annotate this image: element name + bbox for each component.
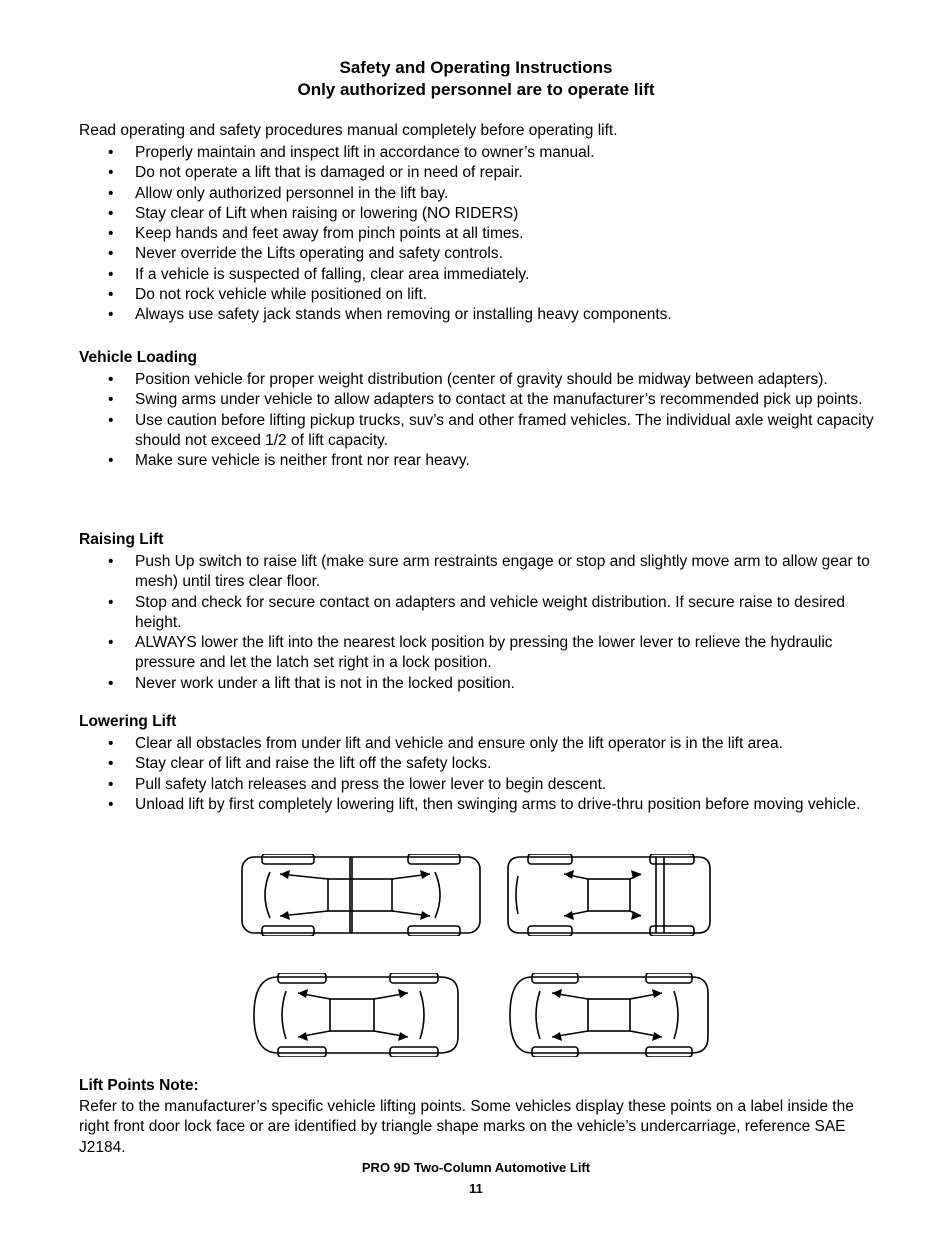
list-item: • If a vehicle is suspected of falling, clear area immediately. — [0, 265, 952, 285]
section-heading-raising-lift: Raising Lift — [79, 531, 164, 548]
list-item: • Do not rock vehicle while positioned on lift. — [0, 285, 952, 305]
raising-lift-list — [0, 552, 952, 694]
list-item: • Swing arms under vehicle to allow adapters to contact at the manufacturer’s recommended pick up points. — [0, 390, 952, 410]
vehicle-diagram-pickup — [240, 854, 482, 936]
section-heading-lift-points-note: Lift Points Note: — [79, 1077, 199, 1094]
lowering-lift-list — [0, 734, 952, 815]
list-item: • Push Up switch to raise lift (make sure arm restraints engage or stop and slightly move arm to allow gear to mesh) until tires clear floor. — [0, 552, 952, 593]
vehicle-diagram-compact — [506, 973, 712, 1057]
section-heading-lowering-lift: Lowering Lift — [79, 713, 177, 730]
list-item: • Do not operate a lift that is damaged or in need of repair. — [0, 163, 952, 183]
list-item: • Properly maintain and inspect lift in accordance to owner’s manual. — [0, 143, 952, 163]
list-item: • Unload lift by first completely lowering lift, then swinging arms to drive-thru position before moving vehicle. — [0, 795, 952, 815]
lift-points-note-text: Refer to the manufacturer’s specific vehicle lifting points. Some vehicles display these points on a label inside the right front door lock face or are identified by triangle shape marks on the vehicle’s undercarriage, reference SAE J2184. — [79, 1098, 854, 1156]
list-item: • Make sure vehicle is neither front nor rear heavy. — [0, 451, 952, 471]
list-item: • Position vehicle for proper weight distribution (center of gravity should be midway between adapters). — [0, 370, 952, 390]
list-item: • Never work under a lift that is not in the locked position. — [0, 674, 952, 694]
footer-product-name: PRO 9D Two-Column Automotive Lift — [361, 1160, 591, 1175]
list-item: • Stay clear of Lift when raising or lowering (NO RIDERS) — [0, 204, 952, 224]
list-item: • ALWAYS lower the lift into the nearest lock position by pressing the lower lever to relieve the hydraulic pressure and let the latch set right in a lock position. — [0, 633, 952, 674]
list-item: • Stay clear of lift and raise the lift off the safety locks. — [0, 754, 952, 774]
page-number: 11 — [469, 1181, 483, 1196]
vehicle-diagram-van — [506, 854, 712, 936]
list-item: • Use caution before lifting pickup trucks, suv’s and other framed vehicles. The individual axle weight capacity should not exceed 1/2 of lift capacity. — [0, 411, 952, 452]
general-safety-list — [0, 143, 952, 326]
page-title: Safety and Operating Instructions — [339, 58, 613, 77]
vehicle-loading-list — [0, 370, 952, 471]
list-item: • Stop and check for secure contact on adapters and vehicle weight distribution. If secure raise to desired height. — [0, 593, 952, 634]
list-item: • Keep hands and feet away from pinch points at all times. — [0, 224, 952, 244]
list-item: • Never override the Lifts operating and safety controls. — [0, 244, 952, 264]
section-heading-vehicle-loading: Vehicle Loading — [79, 349, 197, 366]
list-item: • Pull safety latch releases and press the lower lever to begin descent. — [0, 775, 952, 795]
list-item: • Clear all obstacles from under lift and vehicle and ensure only the lift operator is in the lift area. — [0, 734, 952, 754]
vehicle-diagram-sedan — [250, 973, 462, 1057]
page-subtitle: Only authorized personnel are to operate lift — [297, 80, 655, 99]
list-item: • Allow only authorized personnel in the lift bay. — [0, 184, 952, 204]
intro-text: Read operating and safety procedures manual completely before operating lift. — [79, 122, 618, 139]
list-item: • Always use safety jack stands when removing or installing heavy components. — [0, 305, 952, 325]
